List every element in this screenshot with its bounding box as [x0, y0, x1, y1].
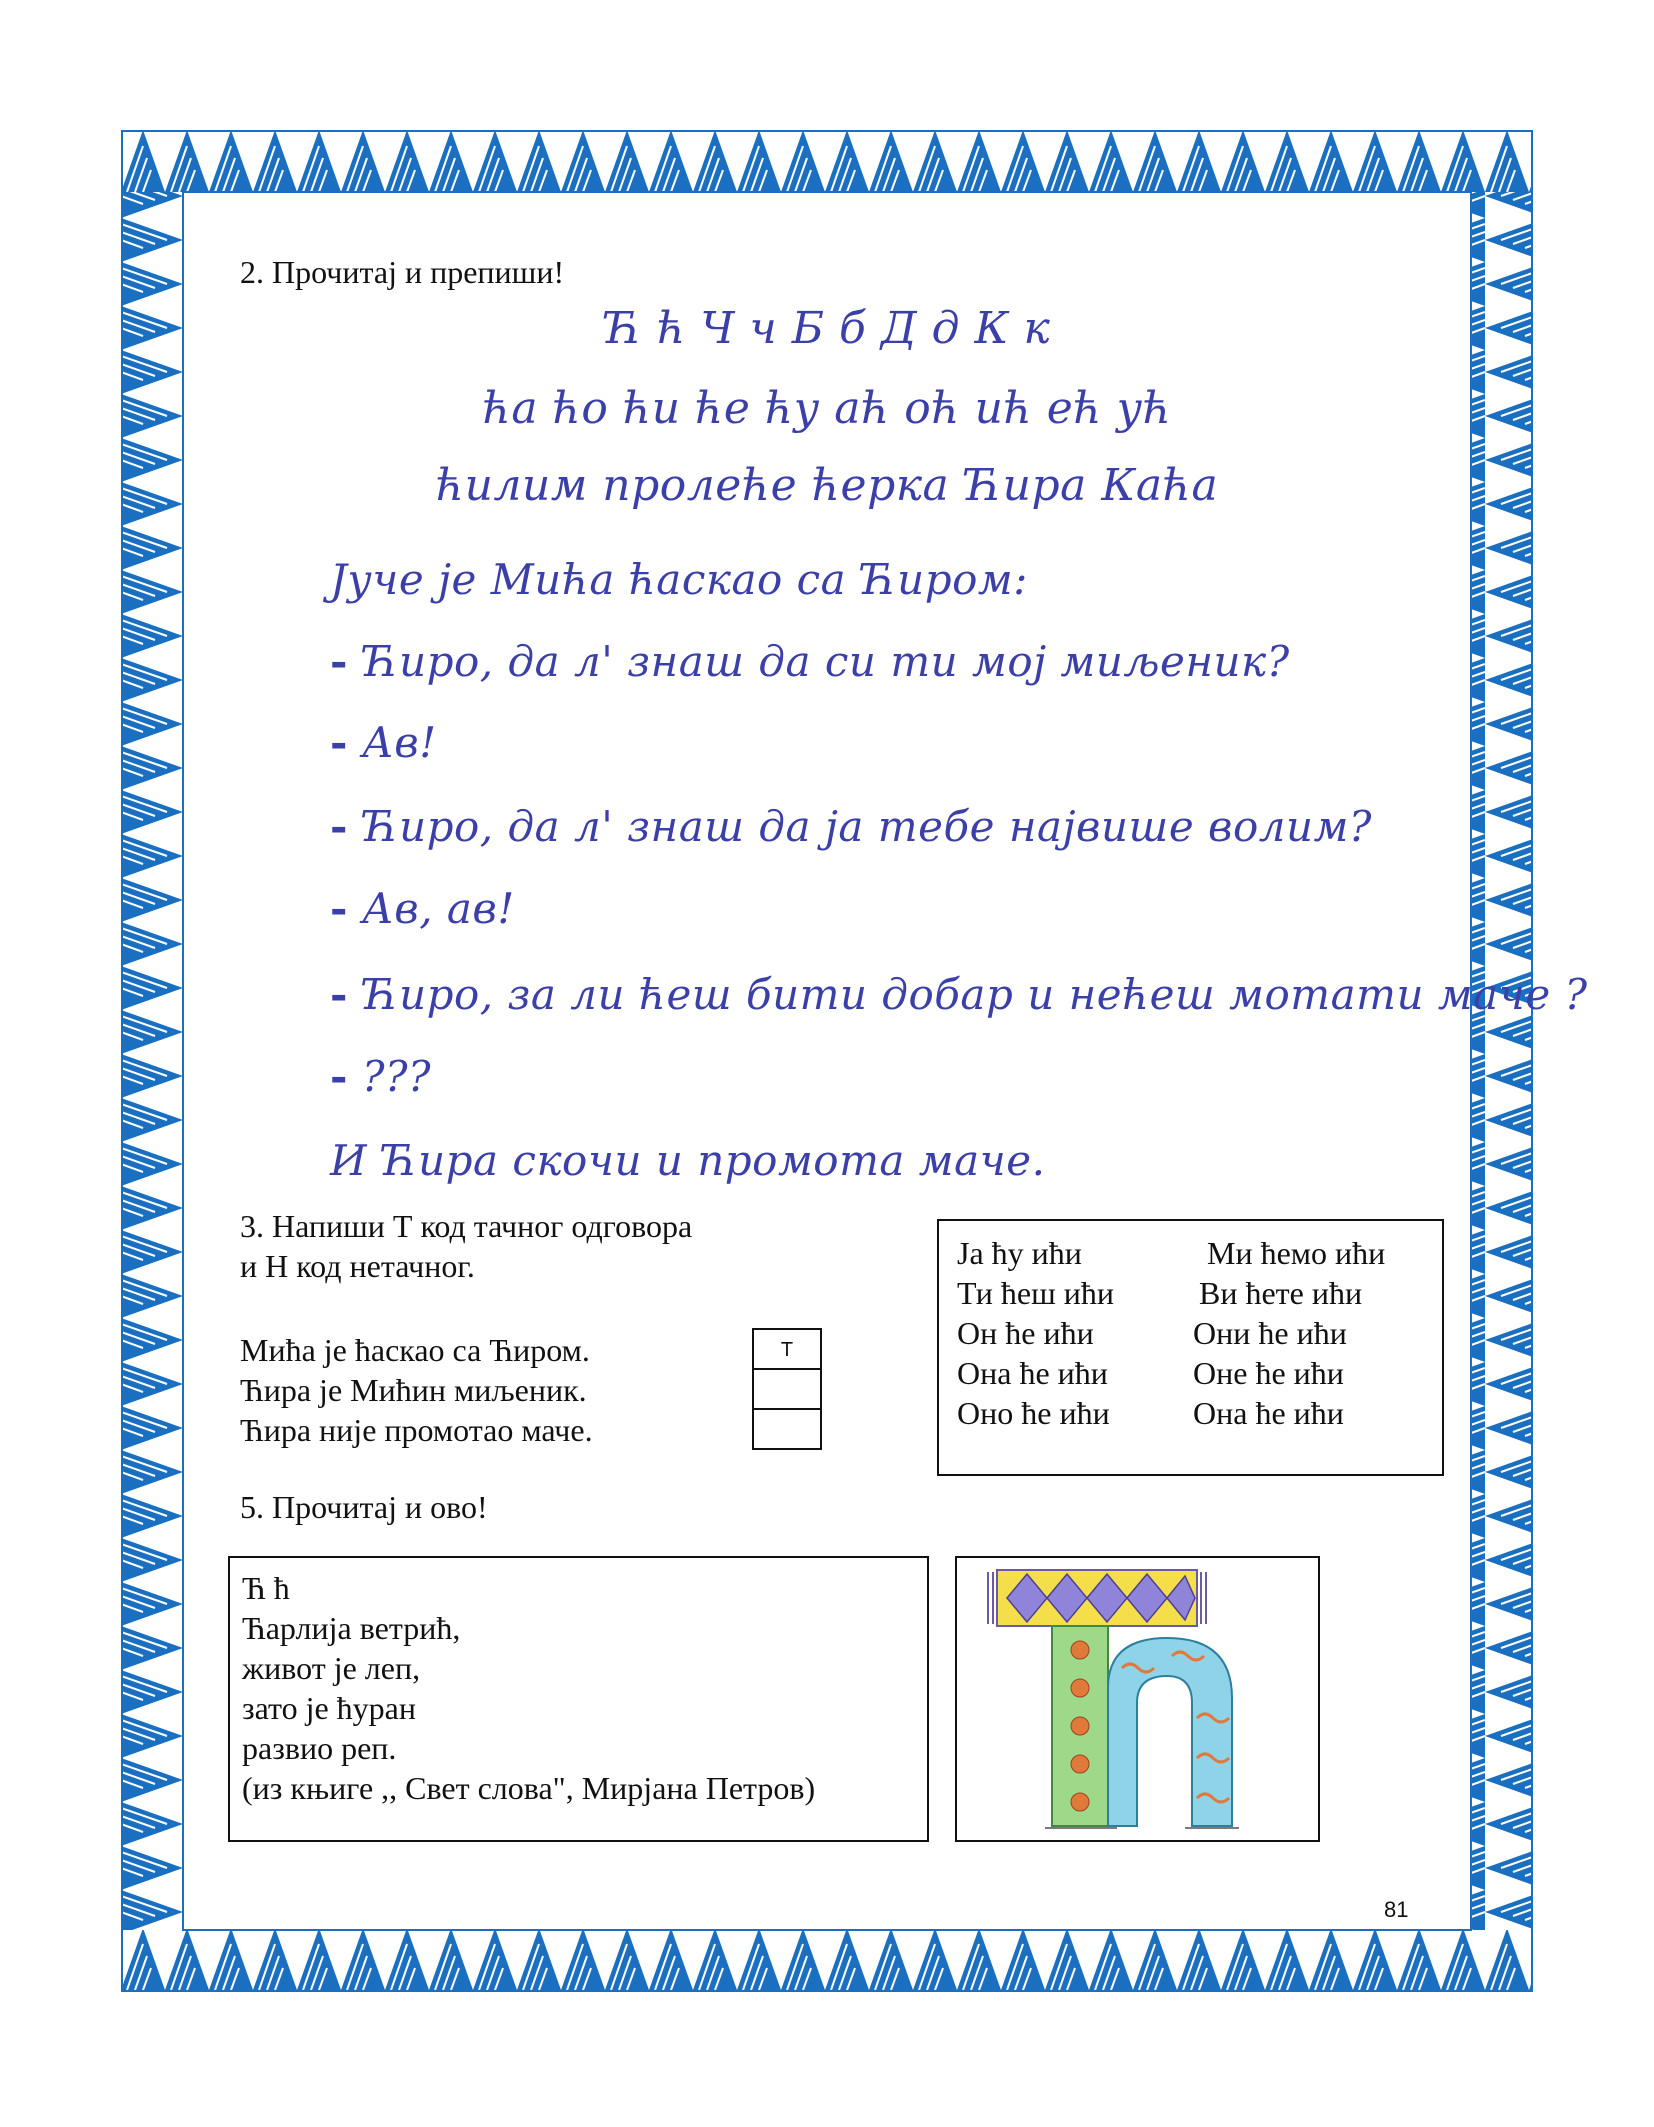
conjugation-left: Ја ћу ићи: [957, 1235, 1082, 1271]
decorated-letter-dje-icon: [957, 1558, 1318, 1840]
dialog-line: [330, 970, 1588, 1019]
script-syllables: ћа ћо ћи ће ћу аћ оћ ић ећ ућ: [482, 383, 1172, 434]
letter-illustration: [955, 1556, 1320, 1842]
answer-cell[interactable]: [754, 1410, 820, 1448]
dialog-ending: И Ћира скочи и промота маче.: [330, 1136, 1046, 1185]
statement: Ћира није промотао маче.: [240, 1412, 593, 1448]
conjugation-left: Ти ћеш ићи: [957, 1275, 1114, 1311]
conjugation-left: Оно ће ићи: [957, 1395, 1110, 1431]
script-letters: Ћ ћ Ч ч Б б Д д К к: [603, 303, 1051, 354]
conjugation-left: Она ће ићи: [957, 1355, 1108, 1391]
dash-mark: -: [330, 970, 348, 1019]
dialog-text: Ав!: [361, 718, 437, 767]
conjugation-right: Ви ћете ићи: [1199, 1275, 1363, 1311]
poem-box: [228, 1556, 929, 1842]
dash-mark: -: [330, 802, 348, 851]
dialog-text: Ав, ав!: [361, 884, 515, 933]
dialog-text: ???: [361, 1052, 431, 1101]
dialog-intro: Јуче је Мића ћаскао са Ћиром:: [330, 555, 1028, 604]
dialog-line: [330, 1052, 431, 1101]
poem-line: живот је леп,: [242, 1650, 421, 1686]
dialog-line: [330, 884, 515, 933]
conjugation-box: [937, 1219, 1444, 1476]
dash-mark: -: [330, 1052, 348, 1101]
poem-source: (из књиге ,, Свет слова", Мирјана Петров): [242, 1770, 816, 1806]
dash-mark: -: [330, 884, 348, 933]
dialog-line: [330, 718, 437, 767]
conjugation-right: Оне ће ићи: [1193, 1355, 1344, 1391]
page-number: 81: [1384, 1897, 1409, 1922]
conjugation-right: Они ће ићи: [1193, 1315, 1347, 1351]
poem-line: развио реп.: [242, 1730, 397, 1766]
poem-line: Ћарлија ветрић,: [242, 1610, 461, 1646]
dialog-text: Ћиро, да л' знаш да си ти мој миљеник?: [361, 637, 1290, 686]
script-words: ћилим пролеће ћерка Ћира Каћа: [435, 460, 1219, 511]
dialog-text: Ћиро, за ли ћеш бити добар и нећеш мотати маче ?: [361, 970, 1588, 1019]
statement: Мића је ћаскао са Ћиром.: [240, 1332, 590, 1368]
task-5-title: 5. Прочитај и ово!: [240, 1489, 488, 1525]
dialog-text: Ћиро, да л' знаш да ја тебе највише волим?: [361, 802, 1372, 851]
statement: Ћира је Мићин миљеник.: [240, 1372, 587, 1408]
answer-cell[interactable]: Т: [754, 1330, 820, 1370]
task-2-title: 2. Прочитај и препиши!: [240, 254, 565, 290]
task-3-subtitle: и Н код нетачног.: [240, 1248, 475, 1284]
poem-line: зато је ћуран: [242, 1690, 416, 1726]
dialog-line: [330, 637, 1290, 686]
answer-boxes: [752, 1328, 822, 1450]
dash-mark: -: [330, 718, 348, 767]
dash-mark: -: [330, 637, 348, 686]
conjugation-right: Ми ћемо ићи: [1207, 1235, 1386, 1271]
task-3-title: 3. Напиши Т код тачног одговора: [240, 1208, 693, 1244]
dialog-line: [330, 802, 1372, 851]
conjugation-left: Он ће ићи: [957, 1315, 1094, 1351]
poem-line: Ћ ћ: [242, 1570, 290, 1606]
conjugation-right: Она ће ићи: [1193, 1395, 1344, 1431]
answer-cell[interactable]: [754, 1370, 820, 1410]
